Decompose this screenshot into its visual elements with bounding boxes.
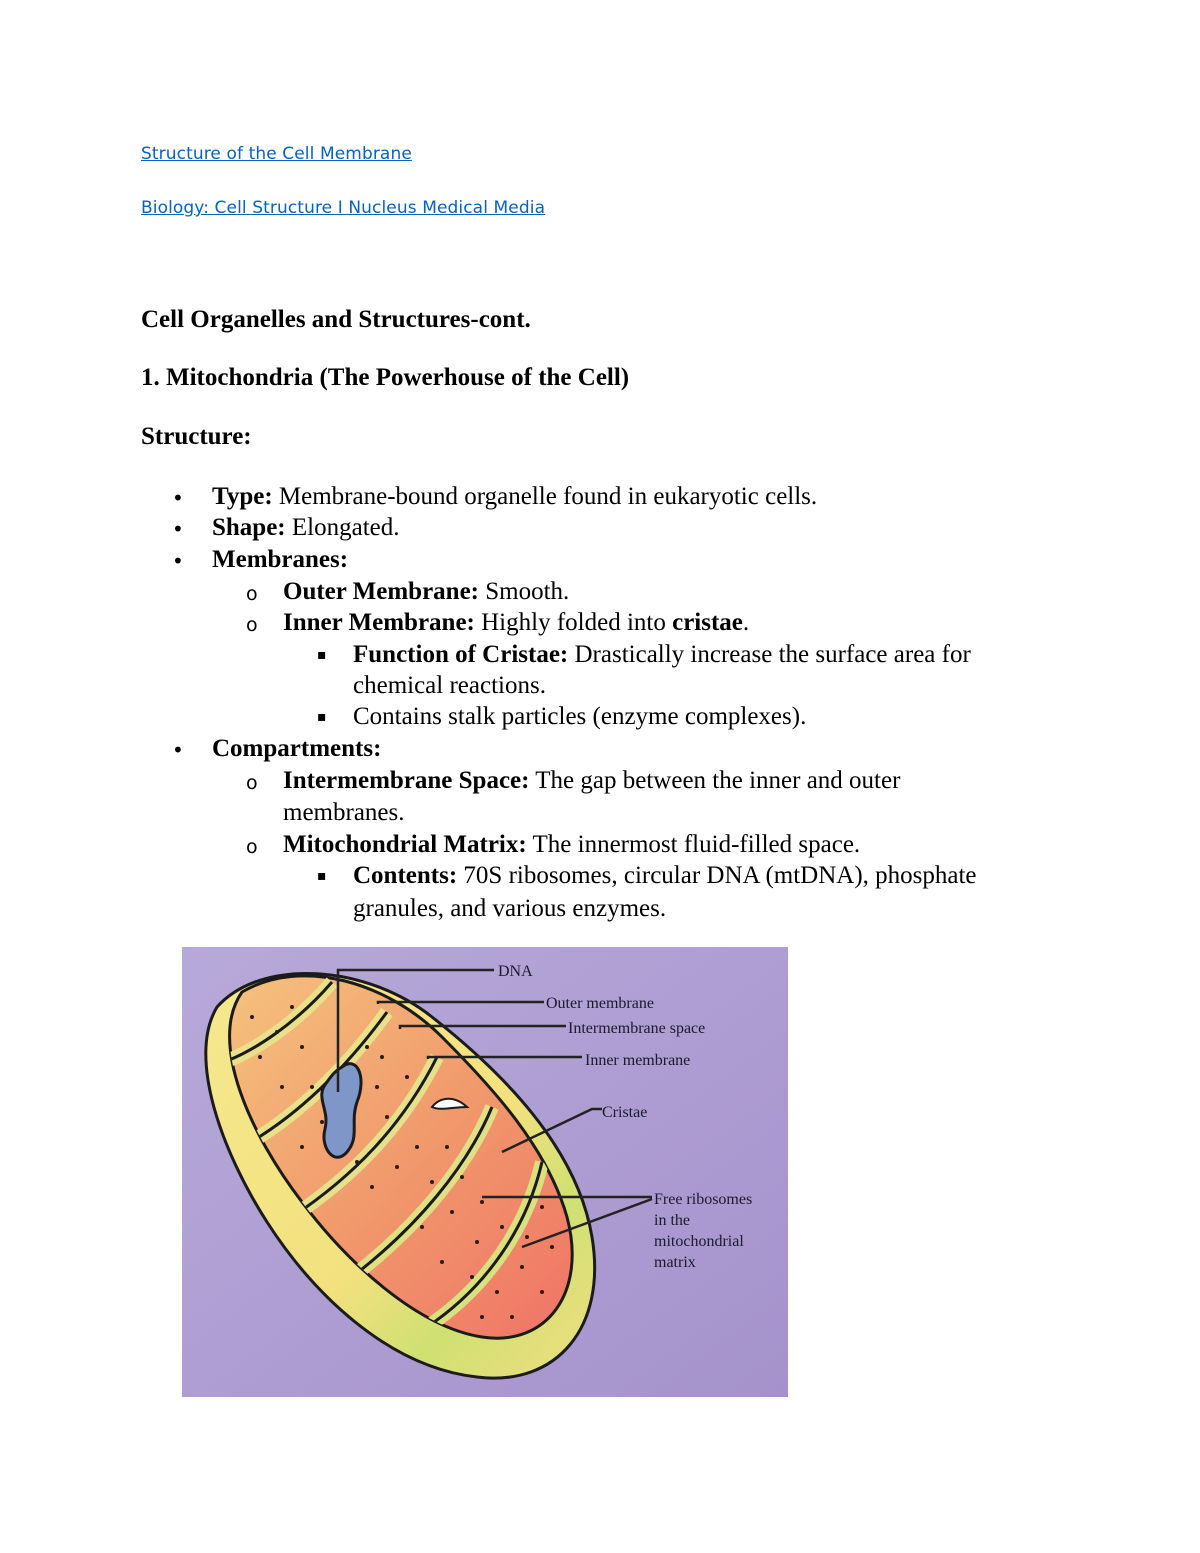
label-cristae: Cristae bbox=[602, 1104, 648, 1121]
ribosome-dot bbox=[475, 1240, 479, 1244]
label-inner-membrane: Inner membrane bbox=[585, 1052, 691, 1069]
label-ribosomes-line1: Free ribosomes bbox=[654, 1191, 753, 1208]
ribosome-dot bbox=[300, 1045, 304, 1049]
ribosome-dot bbox=[550, 1245, 554, 1249]
link-cell-membrane-structure[interactable]: Structure of the Cell Membrane bbox=[141, 144, 412, 164]
ribosome-dot bbox=[370, 1185, 374, 1189]
ribosome-dot bbox=[320, 1120, 324, 1124]
bullet-disc-marker: • bbox=[172, 486, 184, 510]
bullet-square-marker: ▪ bbox=[317, 709, 327, 725]
label-ribosomes-line4: matrix bbox=[654, 1254, 696, 1271]
bullet-square-marker: ▪ bbox=[317, 647, 327, 663]
ribosome-dot bbox=[500, 1225, 504, 1229]
ribosome-dot bbox=[495, 1290, 499, 1294]
bullet-matrix-contents-cont: granules, and various enzymes. bbox=[353, 895, 667, 922]
ribosome-dot bbox=[405, 1075, 409, 1079]
ribosome-dot bbox=[480, 1315, 484, 1319]
bullet-matrix-contents: Contents: 70S ribosomes, circular DNA (mtDNA), phosphate bbox=[353, 862, 977, 889]
ribosome-dot bbox=[415, 1145, 419, 1149]
bullet-square-marker: ▪ bbox=[317, 868, 327, 884]
bullet-disc-marker: • bbox=[172, 549, 184, 573]
bullet-compartments: Compartments: bbox=[212, 735, 382, 762]
bullet-stalk-particles: Contains stalk particles (enzyme complexes). bbox=[353, 703, 807, 730]
ribosome-dot bbox=[385, 1115, 389, 1119]
ribosome-dot bbox=[460, 1175, 464, 1179]
ribosome-dot bbox=[480, 1200, 484, 1204]
ribosome-dot bbox=[430, 1180, 434, 1184]
ribosome-dot bbox=[355, 1160, 359, 1164]
section-heading: Cell Organelles and Structures-cont. bbox=[141, 306, 531, 333]
ribosome-dot bbox=[275, 1030, 279, 1034]
bullet-outer-membrane: Outer Membrane: Smooth. bbox=[283, 578, 570, 605]
label-intermembrane-space: Intermembrane space bbox=[568, 1020, 706, 1037]
ribosome-dot bbox=[300, 1145, 304, 1149]
bullet-disc-marker: • bbox=[172, 738, 184, 762]
bullet-circle-marker: o bbox=[246, 614, 258, 636]
bullet-mitochondrial-matrix: Mitochondrial Matrix: The innermost fluid-filled space. bbox=[283, 831, 861, 858]
bullet-membranes: Membranes: bbox=[212, 546, 349, 573]
ribosome-dot bbox=[375, 1085, 379, 1089]
label-outer-membrane: Outer membrane bbox=[546, 995, 654, 1012]
ribosome-dot bbox=[280, 1085, 284, 1089]
bullet-circle-marker: o bbox=[246, 772, 258, 794]
bullet-inner-membrane: Inner Membrane: Highly folded into cristae. bbox=[283, 609, 750, 636]
bullet-circle-marker: o bbox=[246, 583, 258, 605]
ribosome-dot bbox=[540, 1205, 544, 1209]
link-nucleus-medical-media[interactable]: Biology: Cell Structure I Nucleus Medical Media bbox=[141, 198, 546, 218]
ribosome-dot bbox=[510, 1315, 514, 1319]
ribosome-dot bbox=[470, 1275, 474, 1279]
ribosome-dot bbox=[540, 1290, 544, 1294]
label-ribosomes-line2: in the bbox=[654, 1212, 690, 1229]
ribosome-dot bbox=[440, 1260, 444, 1264]
ribosome-dot bbox=[525, 1235, 529, 1239]
bullet-disc-marker: • bbox=[172, 517, 184, 541]
ribosome-dot bbox=[520, 1265, 524, 1269]
ribosome-dot bbox=[365, 1045, 369, 1049]
mitochondrion-diagram bbox=[182, 947, 788, 1397]
ribosome-dot bbox=[420, 1225, 424, 1229]
label-dna: DNA bbox=[498, 963, 533, 980]
bullet-cristae-function-cont: chemical reactions. bbox=[353, 672, 546, 699]
ribosome-dot bbox=[395, 1165, 399, 1169]
ribosome-dot bbox=[380, 1055, 384, 1059]
bullet-circle-marker: o bbox=[246, 836, 258, 858]
topic-heading: 1. Mitochondria (The Powerhouse of the Cell) bbox=[141, 364, 630, 391]
ribosome-dot bbox=[445, 1145, 449, 1149]
ribosome-dot bbox=[258, 1055, 262, 1059]
bullet-cristae-function: Function of Cristae: Drastically increase the surface area for bbox=[353, 641, 971, 668]
bullet-shape: Shape: Elongated. bbox=[212, 514, 400, 541]
bullet-intermembrane-space-cont: membranes. bbox=[283, 799, 405, 826]
bullet-intermembrane-space: Intermembrane Space: The gap between the inner and outer bbox=[283, 767, 901, 794]
bullet-type: Type: Membrane-bound organelle found in eukaryotic cells. bbox=[212, 483, 818, 510]
label-ribosomes-line3: mitochondrial bbox=[654, 1233, 744, 1250]
ribosome-dot bbox=[450, 1210, 454, 1214]
ribosome-dot bbox=[250, 1015, 254, 1019]
ribosome-dot bbox=[290, 1005, 294, 1009]
structure-heading: Structure: bbox=[141, 423, 252, 450]
ribosome-dot bbox=[310, 1085, 314, 1089]
